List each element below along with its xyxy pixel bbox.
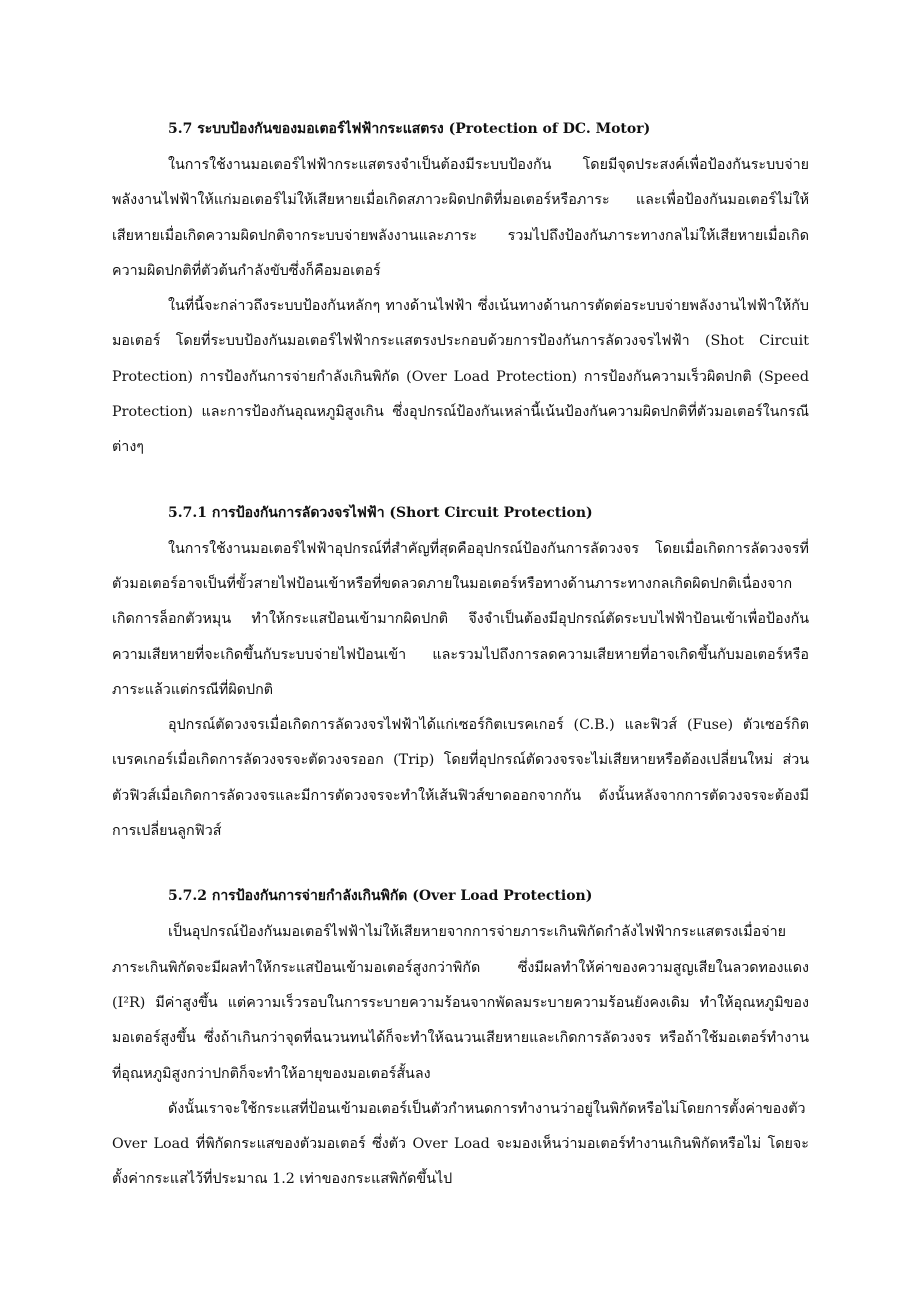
section-heading: 5.7 ระบบป้องกันของมอเตอร์ไฟฟ้ากระแสตรง (Protection of DC. Motor)	[168, 121, 651, 137]
body-paragraph: ในที่นี้จะกล่าวถึงระบบป้องกันหลักๆ ทางด้านไฟฟ้า ซึ่งเน้นทางด้านการตัดต่อระบบจ่ายพลังงานไฟฟ้าให้กับมอเตอร์ โดยที่ระบบป้องกันมอเตอร์ไฟฟ้ากระแสตรงประกอบด้วยการป้องกันการลัดวงจรไฟฟ้า (Shot Circuit Protection) การป้องกันการจ่ายกำลังเกินพิกัด (Over Load Protection) การป้องกันความเร็วผิดปกติ (Speed Protection) และการป้องกันอุณหภูมิสูงเกิน ซึ่งอุปกรณ์ป้องกันเหล่านี้เน้นป้องกันความผิดปกติที่ตัวมอเตอร์ในกรณีต่างๆ	[112, 298, 809, 456]
body-paragraph: ในการใช้งานมอเตอร์ไฟฟ้าอุปกรณ์ที่สำคัญที่สุดคืออุปกรณ์ป้องกันการลัดวงจร โดยเมื่อเกิดการลัดวงจรที่ตัวมอเตอร์อาจเป็นที่ขั้วสายไฟป้อนเข้าหรือที่ขดลวดภายในมอเตอร์หรือทางด้านภาระทางกลเกิดผิดปกติเนื่องจากเกิดการล็อกตัวหมุน ทำให้กระแสป้อนเข้ามากผิดปกติ จึงจำเป็นต้องมีอุปกรณ์ตัดระบบไฟฟ้าป้อนเข้าเพื่อป้องกันความเสียหายที่จะเกิดขึ้นกับระบบจ่ายไฟป้อนเข้า และรวมไปถึงการลดความเสียหายที่อาจเกิดขึ้นกับมอเตอร์หรือภาระแล้วแต่กรณีที่ผิดปกติ	[112, 540, 809, 698]
section-heading: 5.7.2 การป้องกันการจ่ายกำลังเกินพิกัด (Over Load Protection)	[168, 888, 593, 905]
body-paragraph: อุปกรณ์ตัดวงจรเมื่อเกิดการลัดวงจรไฟฟ้าได้แก่เซอร์กิตเบรคเกอร์ (C.B.) และฟิวส์ (Fuse) ตัวเซอร์กิตเบรคเกอร์เมื่อเกิดการลัดวงจรจะตัดวงจรออก (Trip) โดยที่อุปกรณ์ตัดวงจรจะไม่เสียหายหรือต้องเปลี่ยนใหม่ ส่วนตัวฟิวส์เมื่อเกิดการลัดวงจรและมีการตัดวงจรจะทำให้เส้นฟิวส์ขาดออกจากกัน ดังนั้นหลังจากการตัดวงจรจะต้องมีการเปลี่ยนลูกฟิวส์	[112, 717, 809, 840]
section-5-7	[112, 116, 809, 466]
body-paragraph: ในการใช้งานมอเตอร์ไฟฟ้ากระแสตรงจำเป็นต้องมีระบบป้องกัน โดยมีจุดประสงค์เพื่อป้องกันระบบจ่ายพลังงานไฟฟ้าให้แก่มอเตอร์ไม่ให้เสียหายเมื่อเกิดสภาวะผิดปกติที่มอเตอร์หรือภาระ และเพื่อป้องกันมอเตอร์ไม่ให้เสียหายเมื่อเกิดความผิดปกติจากระบบจ่ายพลังงานและภาระ รวมไปถึงป้องกันภาระทางกลไม่ให้เสียหายเมื่อเกิดความผิดปกติที่ตัวต้นกำลังขับซึ่งก็คือมอเตอร์	[112, 157, 809, 279]
section-heading: 5.7.1 การป้องกันการลัดวงจรไฟฟ้า (Short Circuit Protection)	[168, 504, 593, 521]
body-paragraph: เป็นอุปกรณ์ป้องกันมอเตอร์ไฟฟ้าไม่ให้เสียหายจากการจ่ายภาระเกินพิกัดกำลังไฟฟ้ากระแสตรงเมื่อจ่ายภาระเกินพิกัดจะมีผลทำให้กระแสป้อนเข้ามอเตอร์สูงกว่าพิกัด ซึ่งมีผลทำให้ค่าของความสูญเสียในลวดทองแดง (I²R) มีค่าสูงขึ้น แต่ความเร็วรอบในการระบายความร้อนจากพัดลมระบายความร้อนยังคงเดิม ทำให้อุณหภูมิของมอเตอร์สูงขึ้น ซึ่งถ้าเกินกว่าจุดที่ฉนวนทนได้ก็จะทำให้ฉนวนเสียหายและเกิดการลัดวงจร หรือถ้าใช้มอเตอร์ทำงานที่อุณหภูมิสูงกว่าปกติก็จะทำให้อายุของมอเตอร์สั้นลง	[112, 924, 809, 1082]
section-5-7-1	[112, 500, 809, 850]
section-5-7-2	[112, 883, 809, 1197]
body-paragraph: ดังนั้นเราจะใช้กระแสที่ป้อนเข้ามอเตอร์เป็นตัวกำหนดการทำงานว่าอยู่ในพิกัดหรือไม่โดยการตั้งค่าของตัว Over Load ที่พิกัดกระแสของตัวมอเตอร์ ซึ่งตัว Over Load จะมองเห็นว่ามอเตอร์ทำงานเกินพิกัดหรือไม่ โดยจะตั้งค่ากระแสไว้ที่ประมาณ 1.2 เท่าของกระแสพิกัดขึ้นไป	[112, 1100, 809, 1188]
